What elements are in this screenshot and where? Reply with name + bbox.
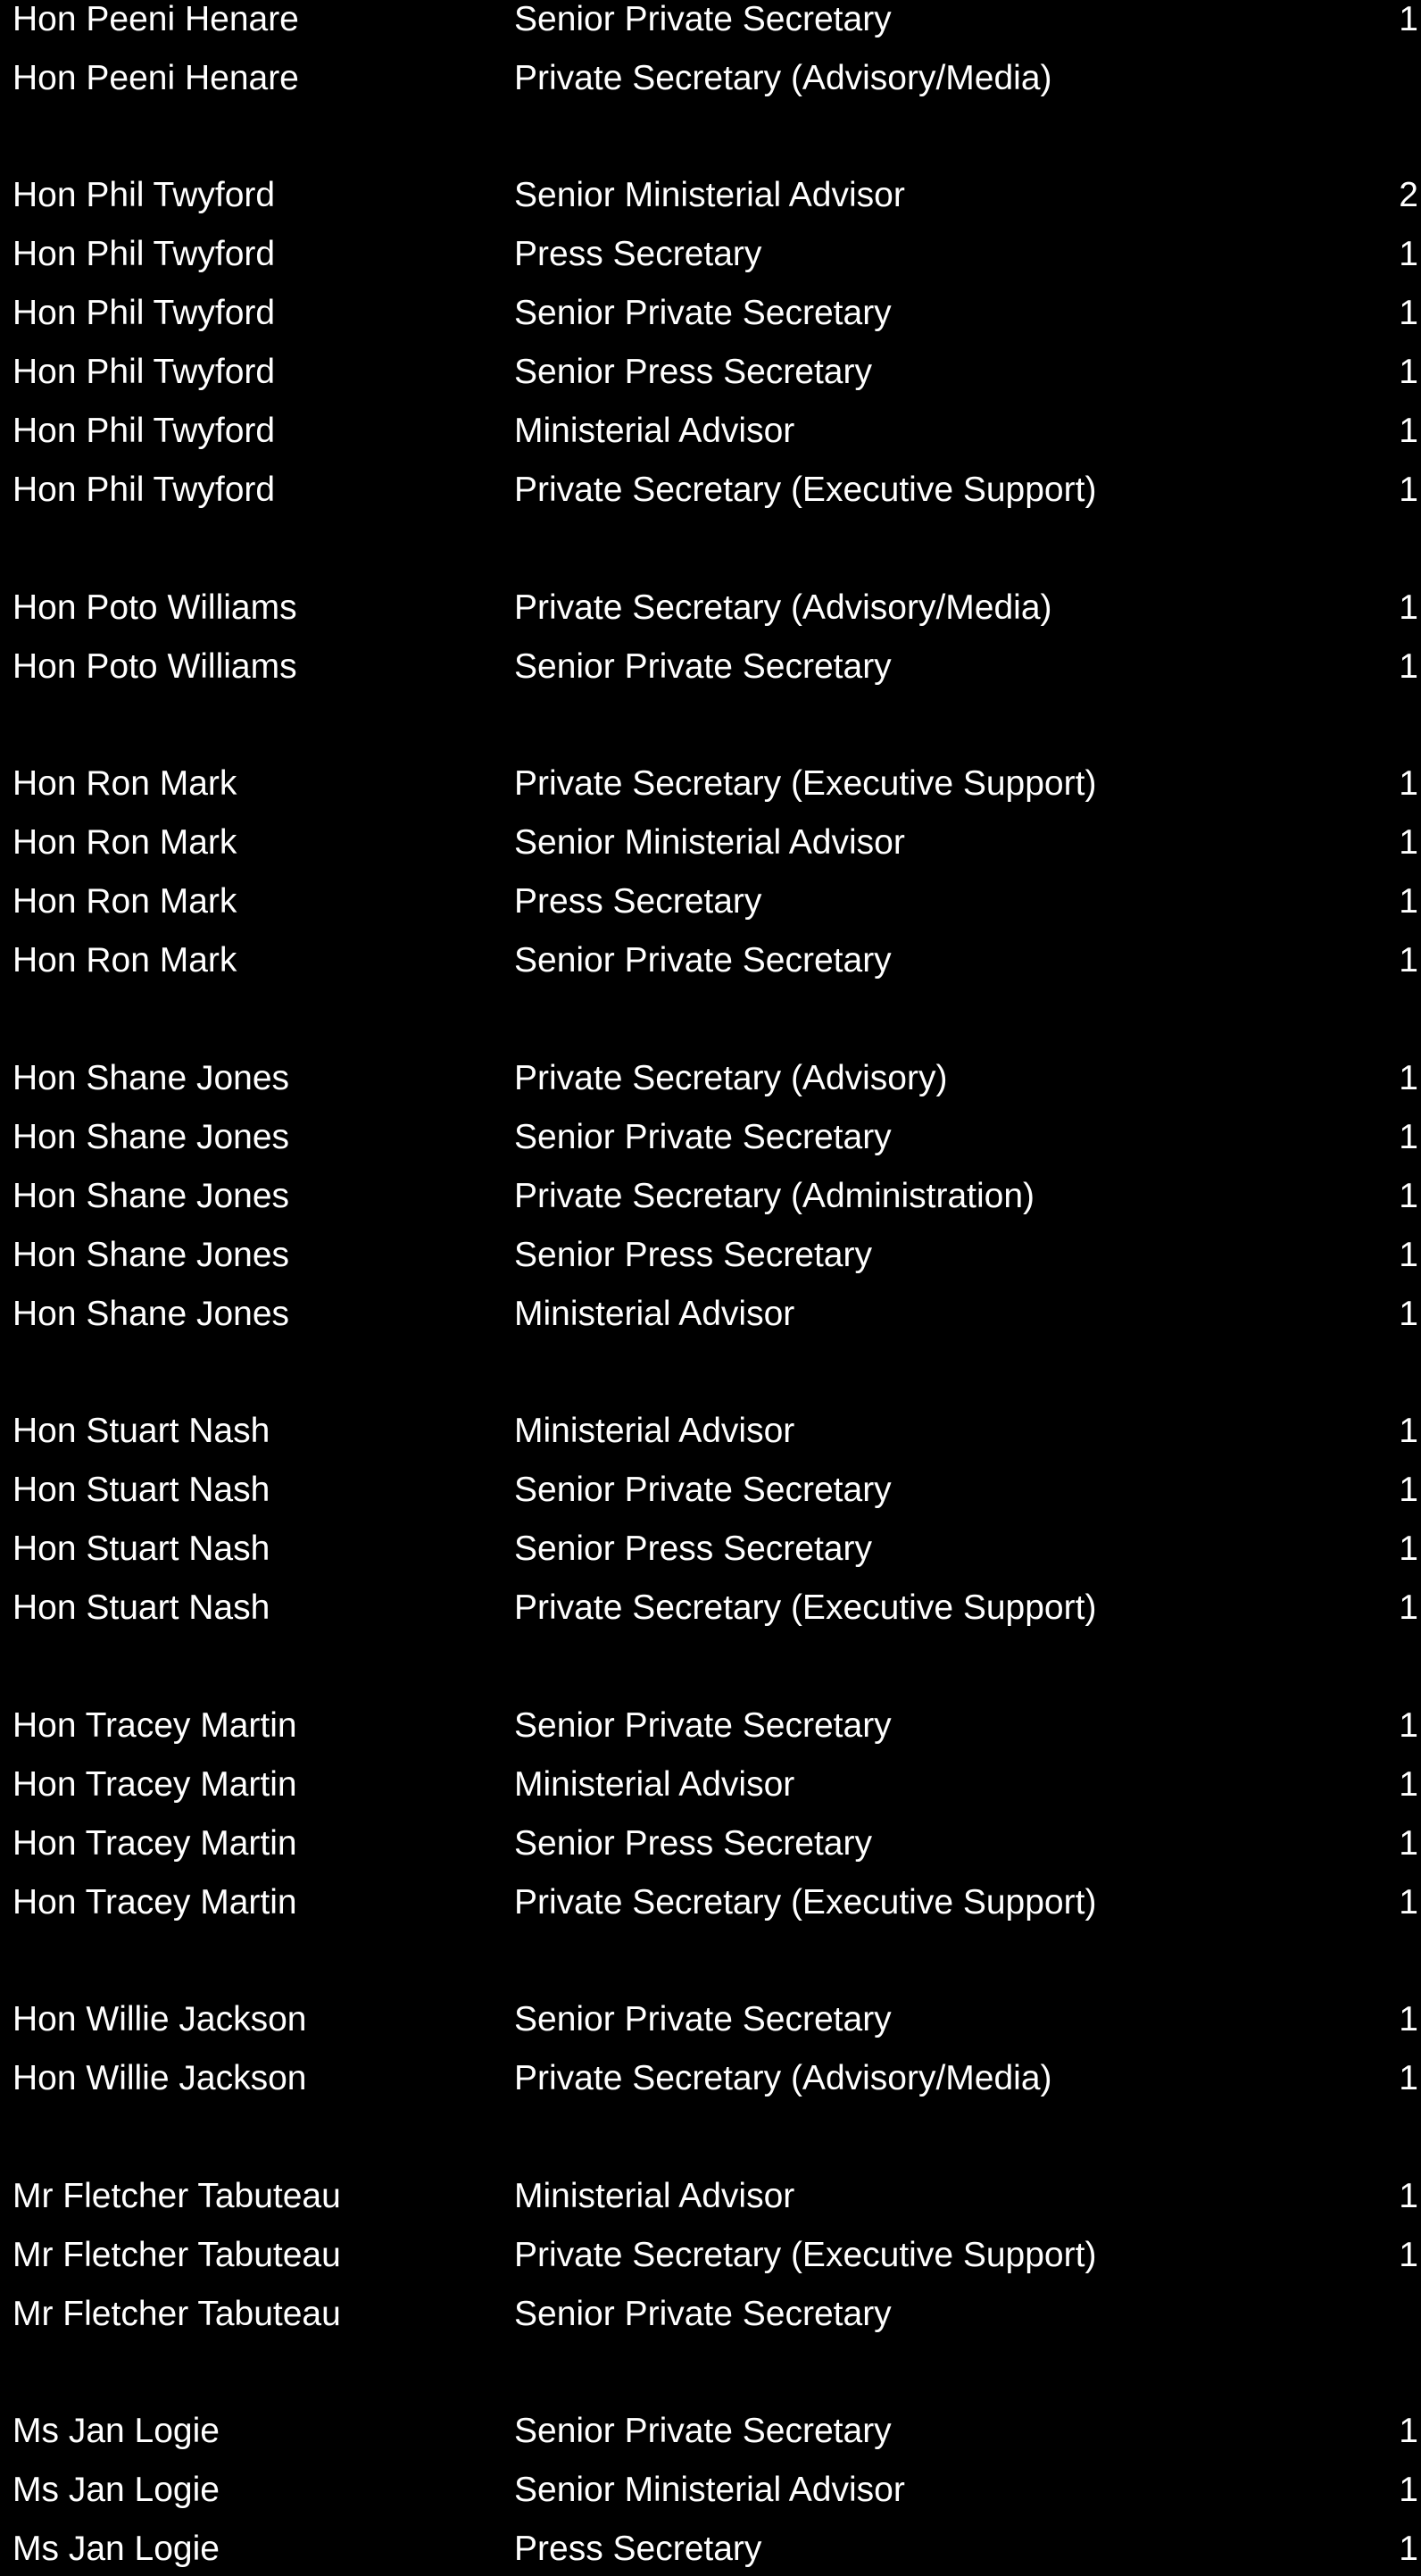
table-row — [0, 178, 1421, 222]
position-count: 1 — [1399, 764, 1418, 803]
table-row — [0, 1120, 1421, 1164]
minister-name: Hon Shane Jones — [12, 1295, 290, 1333]
minister-name: Hon Tracey Martin — [12, 1706, 297, 1745]
minister-name: Ms Jan Logie — [12, 2530, 220, 2568]
minister-name: Hon Ron Mark — [12, 764, 237, 803]
minister-name: Ms Jan Logie — [12, 2412, 220, 2450]
position-count: 1 — [1399, 1412, 1418, 1450]
position-title: Senior Ministerial Advisor — [514, 2471, 905, 2509]
minister-name: Hon Phil Twyford — [12, 294, 276, 332]
position-count: 1 — [1399, 353, 1418, 391]
table-row — [0, 1179, 1421, 1223]
position-count: 1 — [1399, 471, 1418, 509]
position-count: 1 — [1399, 1765, 1418, 1804]
table-row — [0, 354, 1421, 399]
position-count: 1 — [1399, 0, 1418, 38]
position-count: 1 — [1399, 1883, 1418, 1922]
position-title: Press Secretary — [514, 882, 762, 921]
minister-name: Hon Shane Jones — [12, 1059, 290, 1097]
position-count: 1 — [1399, 1588, 1418, 1627]
minister-name: Hon Phil Twyford — [12, 353, 276, 391]
minister-name: Hon Ron Mark — [12, 823, 237, 862]
position-title: Press Secretary — [514, 235, 762, 273]
minister-name: Hon Peeni Henare — [12, 0, 299, 38]
position-title: Private Secretary (Administration) — [514, 1177, 1035, 1215]
position-title: Ministerial Advisor — [514, 2177, 795, 2215]
table-row — [0, 2531, 1421, 2576]
position-count: 1 — [1399, 882, 1418, 921]
table-row — [0, 61, 1421, 105]
position-count: 1 — [1399, 412, 1418, 450]
table-row — [0, 1590, 1421, 1635]
position-count: 1 — [1399, 1824, 1418, 1863]
table-row — [0, 2472, 1421, 2517]
position-count: 1 — [1399, 235, 1418, 273]
position-count: 1 — [1399, 1236, 1418, 1274]
table-row — [0, 1708, 1421, 1753]
table-row — [0, 1238, 1421, 1282]
minister-name: Hon Poto Williams — [12, 647, 297, 686]
minister-name: Hon Stuart Nash — [12, 1588, 270, 1627]
position-title: Senior Private Secretary — [514, 0, 892, 38]
position-count: 1 — [1399, 823, 1418, 862]
table-row — [0, 1826, 1421, 1871]
position-count: 1 — [1399, 1295, 1418, 1333]
minister-name: Hon Tracey Martin — [12, 1824, 297, 1863]
position-title: Ministerial Advisor — [514, 1765, 795, 1804]
position-count: 1 — [1399, 1118, 1418, 1156]
position-count: 1 — [1399, 588, 1418, 627]
position-title: Senior Private Secretary — [514, 1118, 892, 1156]
table-row — [0, 2002, 1421, 2047]
position-title: Private Secretary (Executive Support) — [514, 1883, 1097, 1922]
minister-name: Hon Poto Williams — [12, 588, 297, 627]
table-row — [0, 2238, 1421, 2282]
minister-name: Hon Phil Twyford — [12, 471, 276, 509]
table-row — [0, 1885, 1421, 1930]
position-title: Senior Private Secretary — [514, 294, 892, 332]
position-title: Senior Press Secretary — [514, 1530, 872, 1568]
position-count: 1 — [1399, 2530, 1418, 2568]
table-row — [0, 1061, 1421, 1105]
minister-name: Hon Stuart Nash — [12, 1412, 270, 1450]
position-title: Private Secretary (Advisory) — [514, 1059, 948, 1097]
position-title: Private Secretary (Executive Support) — [514, 2236, 1097, 2274]
position-title: Ministerial Advisor — [514, 1412, 795, 1450]
table-row — [0, 590, 1421, 635]
minister-name: Mr Fletcher Tabuteau — [12, 2295, 341, 2333]
minister-name: Hon Phil Twyford — [12, 412, 276, 450]
position-title: Private Secretary (Advisory/Media) — [514, 2059, 1052, 2097]
table-row — [0, 1531, 1421, 1576]
position-count: 1 — [1399, 647, 1418, 686]
position-title: Senior Private Secretary — [514, 1706, 892, 1745]
minister-name: Hon Shane Jones — [12, 1118, 290, 1156]
position-title: Senior Press Secretary — [514, 1236, 872, 1274]
minister-name: Hon Shane Jones — [12, 1236, 290, 1274]
position-title: Senior Private Secretary — [514, 2000, 892, 2038]
table-row — [0, 1296, 1421, 1341]
position-count: 1 — [1399, 2471, 1418, 2509]
minister-name: Hon Phil Twyford — [12, 176, 276, 214]
position-count: 1 — [1399, 2236, 1418, 2274]
table-row — [0, 237, 1421, 281]
minister-name: Mr Fletcher Tabuteau — [12, 2236, 341, 2274]
position-count: 1 — [1399, 1706, 1418, 1745]
minister-name: Hon Phil Twyford — [12, 235, 276, 273]
table-row — [0, 884, 1421, 929]
table-row — [0, 1413, 1421, 1458]
position-count: 1 — [1399, 2000, 1418, 2038]
position-count: 1 — [1399, 1177, 1418, 1215]
table-row — [0, 413, 1421, 458]
position-count: 1 — [1399, 1471, 1418, 1509]
position-count: 1 — [1399, 1059, 1418, 1097]
position-title: Private Secretary (Executive Support) — [514, 471, 1097, 509]
position-title: Private Secretary (Advisory/Media) — [514, 588, 1052, 627]
table-row — [0, 825, 1421, 870]
position-count: 1 — [1399, 2412, 1418, 2450]
table-row — [0, 2179, 1421, 2223]
table-row — [0, 472, 1421, 517]
table-row — [0, 1767, 1421, 1812]
position-title: Senior Private Secretary — [514, 1471, 892, 1509]
table-row — [0, 943, 1421, 988]
table-row — [0, 2297, 1421, 2341]
position-title: Ministerial Advisor — [514, 1295, 795, 1333]
minister-name: Mr Fletcher Tabuteau — [12, 2177, 341, 2215]
position-title: Private Secretary (Executive Support) — [514, 1588, 1097, 1627]
minister-name: Hon Stuart Nash — [12, 1530, 270, 1568]
position-count: 1 — [1399, 2177, 1418, 2215]
table-row — [0, 2, 1421, 46]
position-count: 2 — [1399, 176, 1418, 214]
position-title: Ministerial Advisor — [514, 412, 795, 450]
position-count: 1 — [1399, 1530, 1418, 1568]
position-title: Senior Private Secretary — [514, 2412, 892, 2450]
minister-name: Hon Ron Mark — [12, 941, 237, 980]
position-title: Senior Press Secretary — [514, 1824, 872, 1863]
position-title: Senior Private Secretary — [514, 647, 892, 686]
table-row — [0, 2061, 1421, 2105]
minister-name: Hon Peeni Henare — [12, 59, 299, 97]
position-title: Senior Ministerial Advisor — [514, 823, 905, 862]
table-row — [0, 296, 1421, 340]
table-row — [0, 2413, 1421, 2458]
table-row — [0, 1472, 1421, 1517]
minister-name: Hon Stuart Nash — [12, 1471, 270, 1509]
minister-name: Hon Shane Jones — [12, 1177, 290, 1215]
minister-name: Hon Ron Mark — [12, 882, 237, 921]
position-title: Senior Private Secretary — [514, 941, 892, 980]
table-row — [0, 649, 1421, 694]
position-title: Press Secretary — [514, 2530, 762, 2568]
position-count: 1 — [1399, 2059, 1418, 2097]
position-title: Senior Private Secretary — [514, 2295, 892, 2333]
position-count: 1 — [1399, 294, 1418, 332]
minister-name: Ms Jan Logie — [12, 2471, 220, 2509]
minister-name: Hon Willie Jackson — [12, 2059, 307, 2097]
minister-name: Hon Tracey Martin — [12, 1883, 297, 1922]
position-title: Private Secretary (Executive Support) — [514, 764, 1097, 803]
minister-name: Hon Willie Jackson — [12, 2000, 307, 2038]
position-title: Senior Press Secretary — [514, 353, 872, 391]
position-title: Senior Ministerial Advisor — [514, 176, 905, 214]
position-count: 1 — [1399, 941, 1418, 980]
minister-name: Hon Tracey Martin — [12, 1765, 297, 1804]
position-title: Private Secretary (Advisory/Media) — [514, 59, 1052, 97]
table-row — [0, 766, 1421, 811]
